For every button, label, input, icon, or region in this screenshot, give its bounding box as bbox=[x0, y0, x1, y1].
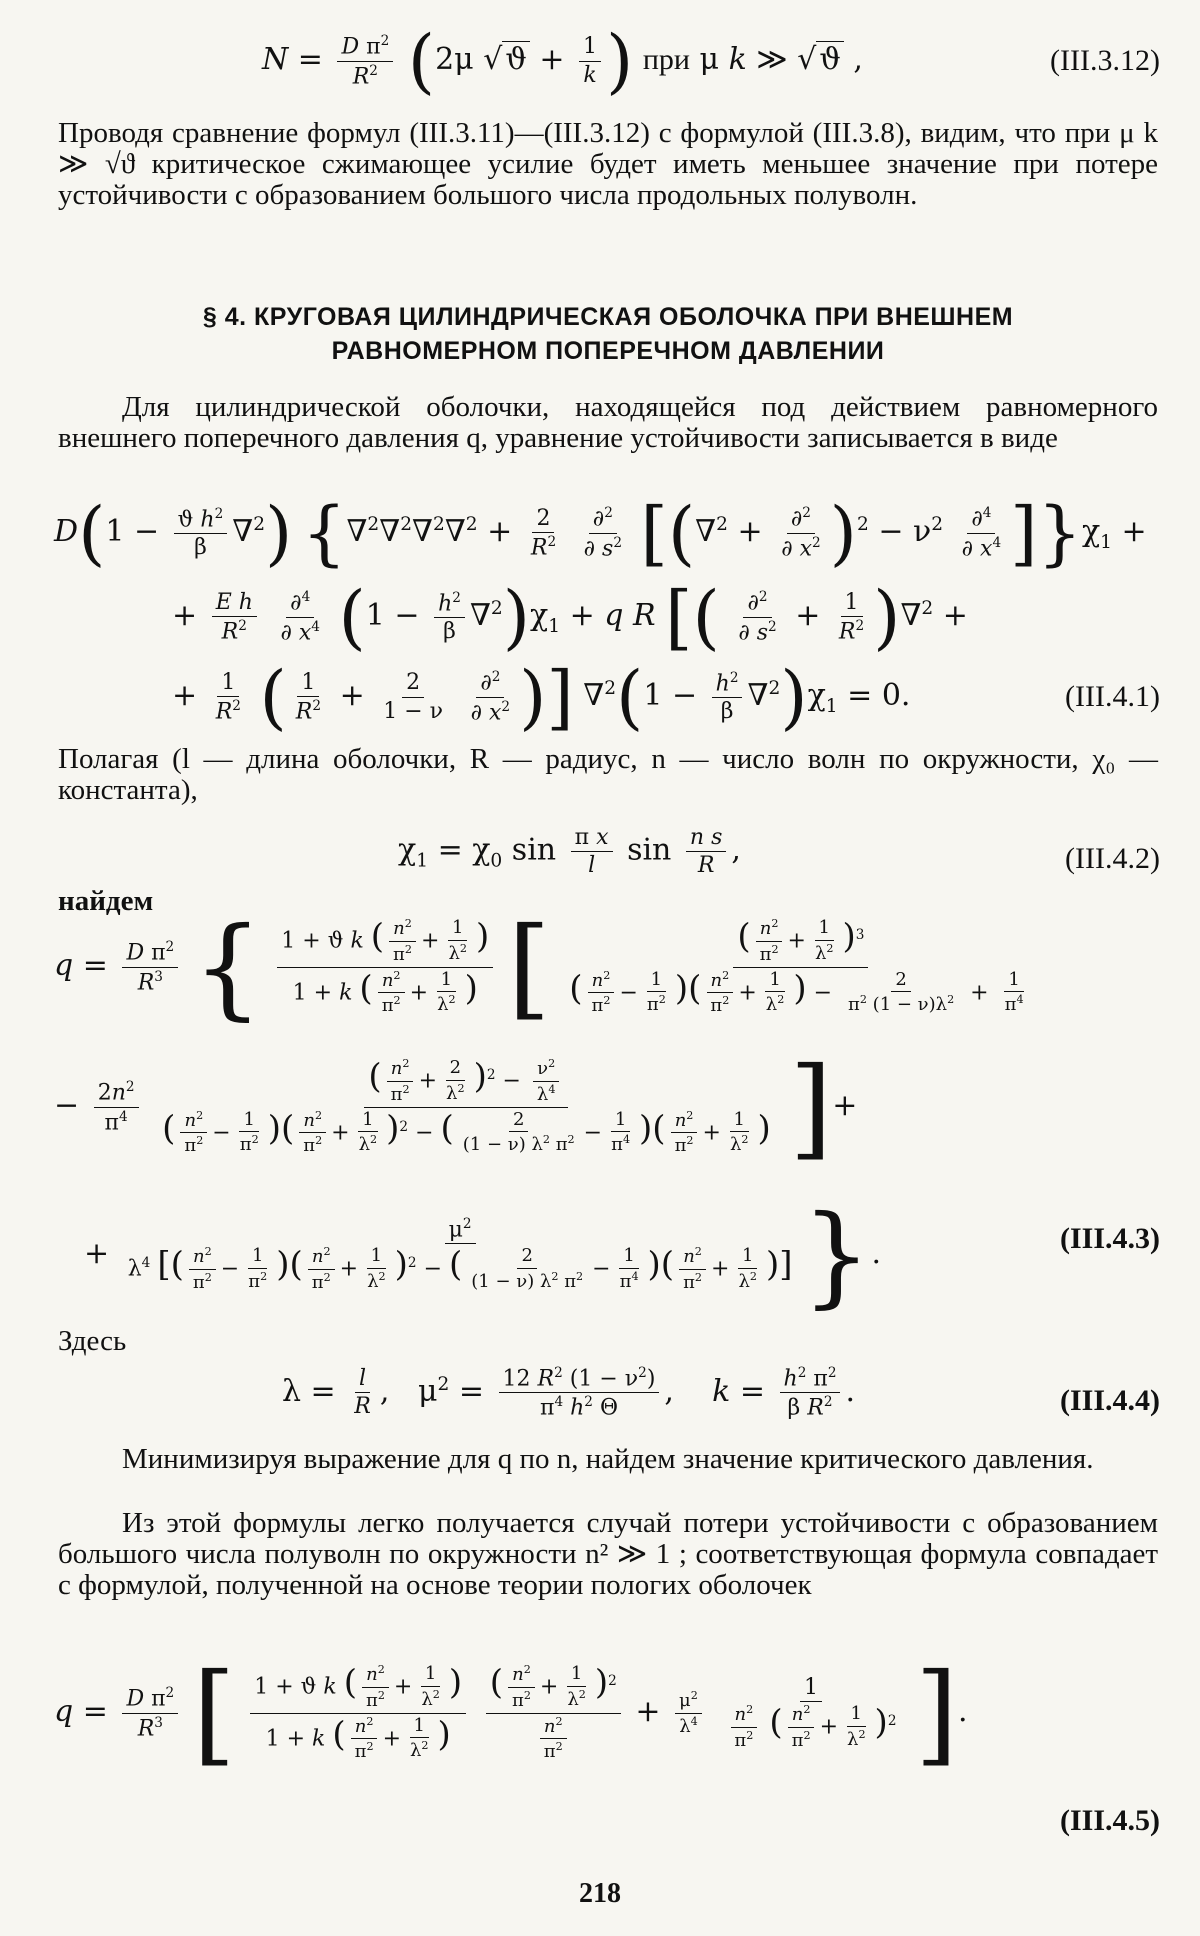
paragraph-comparison: Проводя сравнение формул (III.3.11)—(III.3.12) с формулой (III.3.8), видим, что при μ k ≫ √ϑ критическое сжимающее усилие будет иметь меньшее значение при потере устойчивости с образованием большого числа продольных полуволн. bbox=[58, 117, 1158, 211]
section-heading-line-2: РАВНОМЕРНОМ ПОПЕРЕЧНОМ ДАВЛЕНИИ bbox=[331, 337, 885, 365]
word-zdes: Здесь bbox=[58, 1325, 127, 1357]
page-number: 218 bbox=[579, 1878, 621, 1909]
equation-number: (III.4.5) bbox=[1059, 1804, 1160, 1837]
paragraph-stability-equation-intro: Для цилиндрической оболочки, находящейся под действием равномерного внешнего поперечного давления q, уравнение устойчивости записывается в виде bbox=[58, 391, 1158, 454]
equation-iii-4-3-line-1: q = $\frac{D \pi^2}{R^3}$ { 1 + ϑ k ( $\frac{n^2}{\pi^2}$ + $\frac{1}{\lambda^2}$ ) 1 + k ( $\frac{n^2}{\pi^2}$ + $\frac{1}{\lambda^2}$ ) [ ( $\frac{n^2}{\pi^2}$ + $\frac{1}{\lambda^2}$ )$^3$ ( $\frac{n^2}{\pi^2}$ − $\frac{1}{\pi^2}$ )( $\frac{n^2}{\pi^2}$ + $\frac{1}{\lambda^2}$ ) − $\frac{2}{\pi^2 (1 - \nu)\lambda^2}$ + $\frac{1}{\pi^4}$ bbox=[54, 903, 1024, 1031]
equation-iii-4-5: q = $\frac{D \pi^2}{R^3}$ [ 1 + ϑ k ( $\frac{n^2}{\pi^2}$ + $\frac{1}{\lambda^2}$ ) 1 + k ( $\frac{n^2}{\pi^2}$ + $\frac{1}{\lambda^2}$ ) ( $\frac{n^2}{\pi^2}$ + $\frac{1}{\lambda^2}$ )$^2$ $\frac{n^2}{\pi^2}$ + $\frac{\mu^2}{\lambda^4}$ 1 $\frac{n^2}{\pi^2}$ ( $\frac{n^2}{\pi^2}$ + $\frac{1}{\lambda^2}$ )$^2$ ]. bbox=[54, 1649, 968, 1777]
equation-iii-4-2: $\chi_1 = \chi_0$ sin $\frac{\text{π x}}{l}$ sin $\frac{\text{n s}}{R}$ , bbox=[398, 825, 741, 879]
paragraph-large-n: Из этой формулы легко получается случай потери устойчивости с образованием большого числа полуволн по окружности n² ≫ 1 ; соответствующая формула совпадает с формулой, полученной на основе теории пологих оболочек bbox=[58, 1507, 1158, 1601]
equation-number: (III.4.1) bbox=[1065, 680, 1160, 713]
equation-iii-4-1-line-1: D(1 − $\frac{ϑ h^2}{\beta}$ ∇$^2$) {∇$^2$∇$^2$∇$^2$∇$^2$ + $\frac{2}{R^2}$ $\frac{\partial^2}{\partial s^2}$ [(∇$^2$ + $\frac{\partial^2}{\partial x^2}$ )$^2 - \nu^2$ $\frac{\partial^4}{\partial x^4}$ ]}$\chi_1$ + bbox=[54, 492, 1147, 574]
equation-number: (III.4.3) bbox=[1059, 1222, 1160, 1255]
paragraph-minimize: Минимизируя выражение для q по n, найдем значение критического давления. bbox=[122, 1443, 1094, 1475]
paragraph-assumption: Полагая (l — длина оболочки, R — радиус, n — число волн по окружности, χ₀ — константа), bbox=[58, 743, 1158, 806]
word-naidem: найдем bbox=[58, 885, 154, 917]
equation-iii-4-1-line-3: + $\frac{1}{R^2}$ ( $\frac{1}{R^2}$ + $\frac{2}{1 - \nu}$ $\frac{\partial^2}{\partial x^2}$ )] ∇$^2$(1 − $\frac{h^2}{\beta}$ $\nabla^2)\chi_1 = 0$. bbox=[172, 656, 911, 738]
equation-iii-4-1-line-2: + $\frac{\text{E h}}{R^2}$ $\frac{\partial^4}{\partial x^4}$ (1 − $\frac{h^2}{\beta}$ $\nabla^2)\chi_1 + q$ R [( $\frac{\partial^2}{\partial s^2}$ + $\frac{1}{R^2}$ )∇$^2$ + bbox=[172, 576, 968, 658]
equation-number: (III.4.4) bbox=[1059, 1384, 1160, 1417]
equation-iii-4-3-line-2: − $\frac{2n^2}{\pi^4}$ ( $\frac{n^2}{\pi^2}$ + $\frac{2}{\lambda^2}$ )$^2$ − $\frac{\nu^2}{\lambda^4}$ ( $\frac{n^2}{\pi^2}$ − $\frac{1}{\pi^2}$ )( $\frac{n^2}{\pi^2}$ + $\frac{1}{\lambda^2}$ )$^2$ − ( $\frac{2}{(1 - \nu) \lambda^2 \pi^2}$ − $\frac{1}{\pi^4}$ )( $\frac{n^2}{\pi^2}$ + $\frac{1}{\lambda^2}$ ) ]+ bbox=[54, 1043, 858, 1171]
equation-iii-3-12: N = $\frac{D \pi^2}{R^2}$ (2μ √ ϑ + $\frac{1}{k}$ ) при μ k ≫ √ ϑ , bbox=[262, 20, 863, 102]
equation-number: (III.3.12) bbox=[1050, 44, 1160, 77]
equation-iii-4-3-line-3: + $\mu^2$ $\lambda^4$ [( $\frac{n^2}{\pi^2}$ − $\frac{1}{\pi^2}$ )( $\frac{n^2}{\pi^2}$ + $\frac{1}{\lambda^2}$ )$^2$ − ( $\frac{2}{(1 - \nu) \lambda^2 \pi^2}$ − $\frac{1}{\pi^4}$ )( $\frac{n^2}{\pi^2}$ + $\frac{1}{\lambda^2}$ )] }. bbox=[84, 1191, 882, 1319]
equation-number: (III.4.2) bbox=[1065, 842, 1160, 875]
inline-word-pri: при bbox=[642, 43, 690, 76]
section-heading-line-1: § 4. КРУГОВАЯ ЦИЛИНДРИЧЕСКАЯ ОБОЛОЧКА ПРИ ВНЕШНЕМ bbox=[202, 303, 1014, 331]
equation-iii-4-4: λ = $\frac{l}{R}$ , $\mu^2$ = $\frac{12 R^2 (1 - \nu^2)}{\pi^4 h^2 \Theta}$ , k = $\frac{h^2 \pi^2}{\beta R^2}$ . bbox=[282, 1365, 856, 1421]
